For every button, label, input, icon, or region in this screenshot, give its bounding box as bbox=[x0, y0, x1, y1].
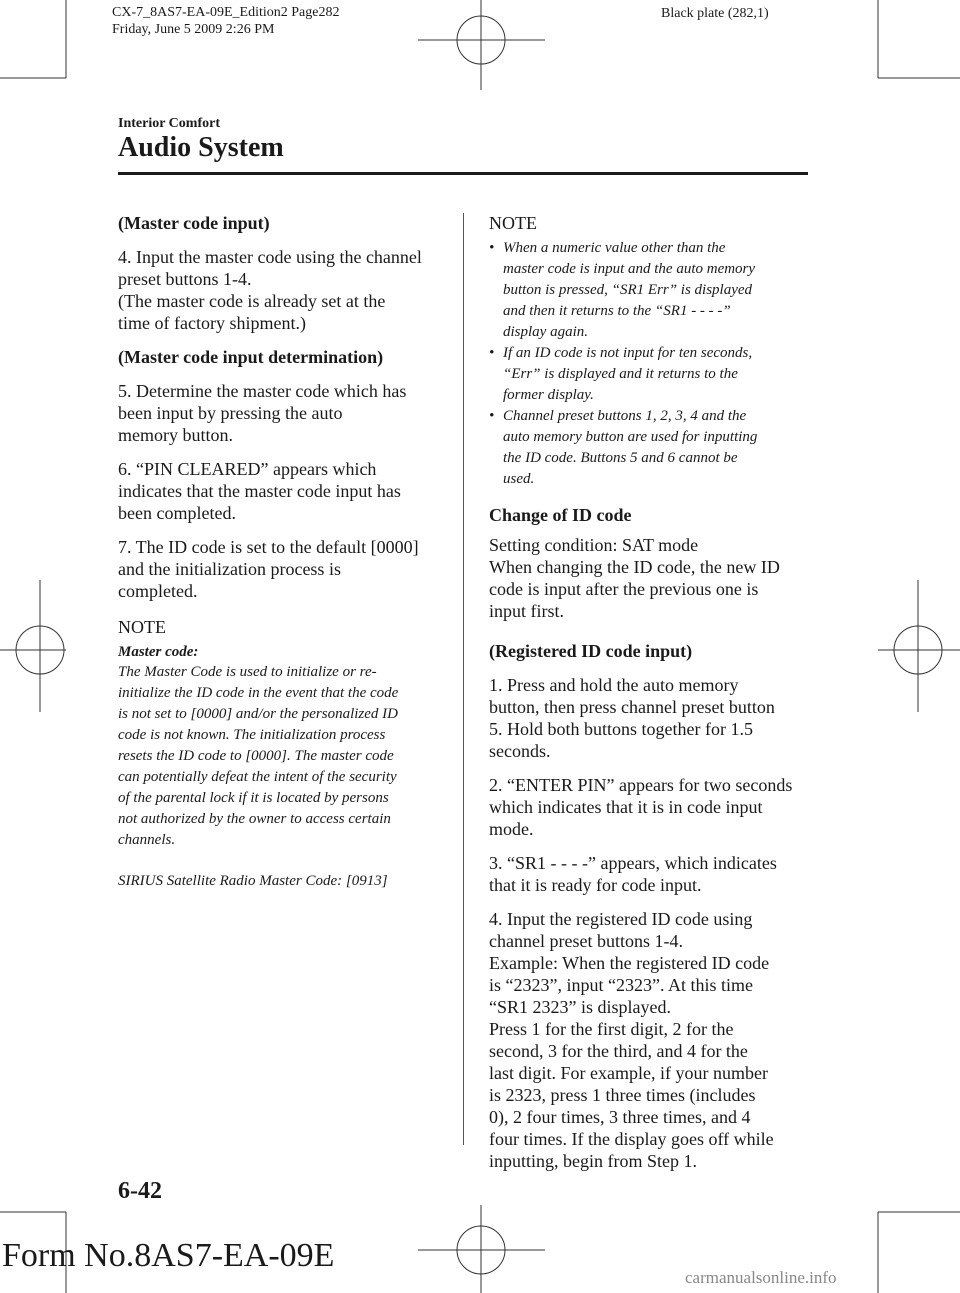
note-line: button is pressed, “SR1 Err” is displayed bbox=[503, 282, 753, 298]
step-line: is 2323, press 1 three times (includes bbox=[489, 1085, 756, 1105]
left-step-7 bbox=[118, 536, 448, 602]
step-line: that it is ready for code input. bbox=[489, 875, 702, 895]
page-title: Audio System bbox=[118, 132, 284, 163]
bullet-icon: • bbox=[489, 345, 495, 361]
step-line: 3. “SR1 - - - -” appears, which indicates bbox=[489, 853, 777, 873]
note-line: former display. bbox=[503, 387, 594, 403]
step-line: 6. “PIN CLEARED” appears which bbox=[118, 459, 377, 479]
note-line: resets the ID code to [0000]. The master code bbox=[118, 748, 394, 764]
note-line: used. bbox=[503, 471, 535, 487]
bullet-icon: • bbox=[489, 240, 495, 256]
step-line: (The master code is already set at the bbox=[118, 291, 386, 311]
heading-change-id-code: Change of ID code bbox=[489, 505, 632, 525]
note-title: Master code: bbox=[118, 644, 199, 660]
step-line: 5. Hold both buttons together for 1.5 bbox=[489, 719, 753, 739]
step-line: last digit. For example, if your number bbox=[489, 1063, 768, 1083]
paragraph-setting-condition bbox=[489, 534, 809, 622]
step-line: preset buttons 1-4. bbox=[118, 269, 252, 289]
note-line: If an ID code is not input for ten seconds, bbox=[503, 345, 753, 361]
left-step-6 bbox=[118, 458, 448, 524]
step-line: time of factory shipment.) bbox=[118, 313, 306, 333]
master-code-value: SIRIUS Satellite Radio Master Code: [0913] bbox=[118, 873, 388, 889]
step-line: channel preset buttons 1-4. bbox=[489, 931, 683, 951]
note-line: code is not known. The initialization process bbox=[118, 727, 386, 743]
step-line: Example: When the registered ID code bbox=[489, 953, 770, 973]
page-number: 6-42 bbox=[118, 1178, 162, 1204]
left-step-5 bbox=[118, 380, 448, 446]
note-line: The Master Code is used to initialize or re- bbox=[118, 664, 377, 680]
step-line: 1. Press and hold the auto memory bbox=[489, 675, 739, 695]
step-line: 4. Input the registered ID code using bbox=[489, 909, 753, 929]
note-line: channels. bbox=[118, 832, 176, 848]
step-line: “SR1 2323” is displayed. bbox=[489, 997, 671, 1017]
step-line: is “2323”, input “2323”. At this time bbox=[489, 975, 753, 995]
note-line: not authorized by the owner to access certain bbox=[118, 811, 391, 827]
note-line: can potentially defeat the intent of the security bbox=[118, 769, 397, 785]
subhead-registered-id-code-input: (Registered ID code input) bbox=[489, 641, 693, 661]
step-line: inputting, begin from Step 1. bbox=[489, 1151, 697, 1171]
step-line: which indicates that it is in code input bbox=[489, 797, 763, 817]
step-line: 2. “ENTER PIN” appears for two seconds bbox=[489, 775, 793, 795]
note-line: “Err” is displayed and it returns to the bbox=[503, 366, 738, 382]
note-bullet bbox=[489, 343, 809, 406]
note-line: auto memory button are used for inputting bbox=[503, 429, 758, 445]
form-number: Form No.8AS7-EA-09E bbox=[2, 1237, 335, 1274]
bullet-icon: • bbox=[489, 408, 495, 424]
step-line: completed. bbox=[118, 581, 198, 601]
section-label: Interior Comfort bbox=[118, 116, 220, 131]
step-line: seconds. bbox=[489, 741, 551, 761]
step-line: mode. bbox=[489, 819, 534, 839]
note-line: is not set to [0000] and/or the personalized ID bbox=[118, 706, 398, 722]
step-line: button, then press channel preset button bbox=[489, 697, 775, 717]
print-meta-date: Friday, June 5 2009 2:26 PM bbox=[112, 22, 275, 37]
note-line: Channel preset buttons 1, 2, 3, 4 and the bbox=[503, 408, 747, 424]
note-line: of the parental lock if it is located by persons bbox=[118, 790, 389, 806]
note-label: NOTE bbox=[118, 617, 166, 637]
step-line: 5. Determine the master code which has bbox=[118, 381, 407, 401]
para-line: Setting condition: SAT mode bbox=[489, 535, 699, 555]
note-line: When a numeric value other than the bbox=[503, 240, 726, 256]
step-line: been completed. bbox=[118, 503, 236, 523]
para-line: code is input after the previous one is bbox=[489, 579, 759, 599]
watermark: carmanualsonline.info bbox=[685, 1268, 837, 1287]
step-line: and the initialization process is bbox=[118, 559, 341, 579]
left-step-4 bbox=[118, 246, 448, 334]
note-gap bbox=[118, 851, 448, 871]
note-label: NOTE bbox=[489, 213, 537, 233]
subhead-master-code-input: (Master code input) bbox=[118, 213, 270, 233]
note-bullet bbox=[489, 238, 809, 343]
step-line: second, 3 for the third, and 4 for the bbox=[489, 1041, 748, 1061]
note-line: and then it returns to the “SR1 - - - -” bbox=[503, 303, 731, 319]
step-line: 7. The ID code is set to the default [0000] bbox=[118, 537, 419, 557]
step-line: four times. If the display goes off while bbox=[489, 1129, 774, 1149]
note-line: initialize the ID code in the event that the code bbox=[118, 685, 399, 701]
step-line: memory button. bbox=[118, 425, 233, 445]
step-line: been input by pressing the auto bbox=[118, 403, 343, 423]
para-line: input first. bbox=[489, 601, 564, 621]
note-line: the ID code. Buttons 5 and 6 cannot be bbox=[503, 450, 738, 466]
right-step-1 bbox=[489, 674, 809, 762]
right-step-2 bbox=[489, 774, 809, 840]
left-column bbox=[118, 212, 448, 892]
step-line: indicates that the master code input has bbox=[118, 481, 401, 501]
step-line: 4. Input the master code using the channel bbox=[118, 247, 422, 267]
note-bullet-list bbox=[489, 238, 809, 490]
column-divider bbox=[463, 213, 464, 1145]
step-line: 0), 2 four times, 3 three times, and 4 bbox=[489, 1107, 751, 1127]
step-line: Press 1 for the first digit, 2 for the bbox=[489, 1019, 734, 1039]
right-column bbox=[489, 212, 809, 1184]
print-meta bbox=[112, 4, 339, 38]
subhead-master-code-determination: (Master code input determination) bbox=[118, 347, 384, 367]
note-bullet bbox=[489, 406, 809, 490]
right-step-4 bbox=[489, 908, 809, 1172]
note-line: master code is input and the auto memory bbox=[503, 261, 756, 277]
plate-label: Black plate (282,1) bbox=[661, 6, 769, 21]
note-line: display again. bbox=[503, 324, 588, 340]
print-meta-file: CX-7_8AS7-EA-09E_Edition2 Page282 bbox=[112, 5, 340, 20]
title-rule bbox=[118, 172, 808, 175]
para-line: When changing the ID code, the new ID bbox=[489, 557, 780, 577]
note-text bbox=[118, 662, 448, 851]
right-step-3 bbox=[489, 852, 809, 896]
